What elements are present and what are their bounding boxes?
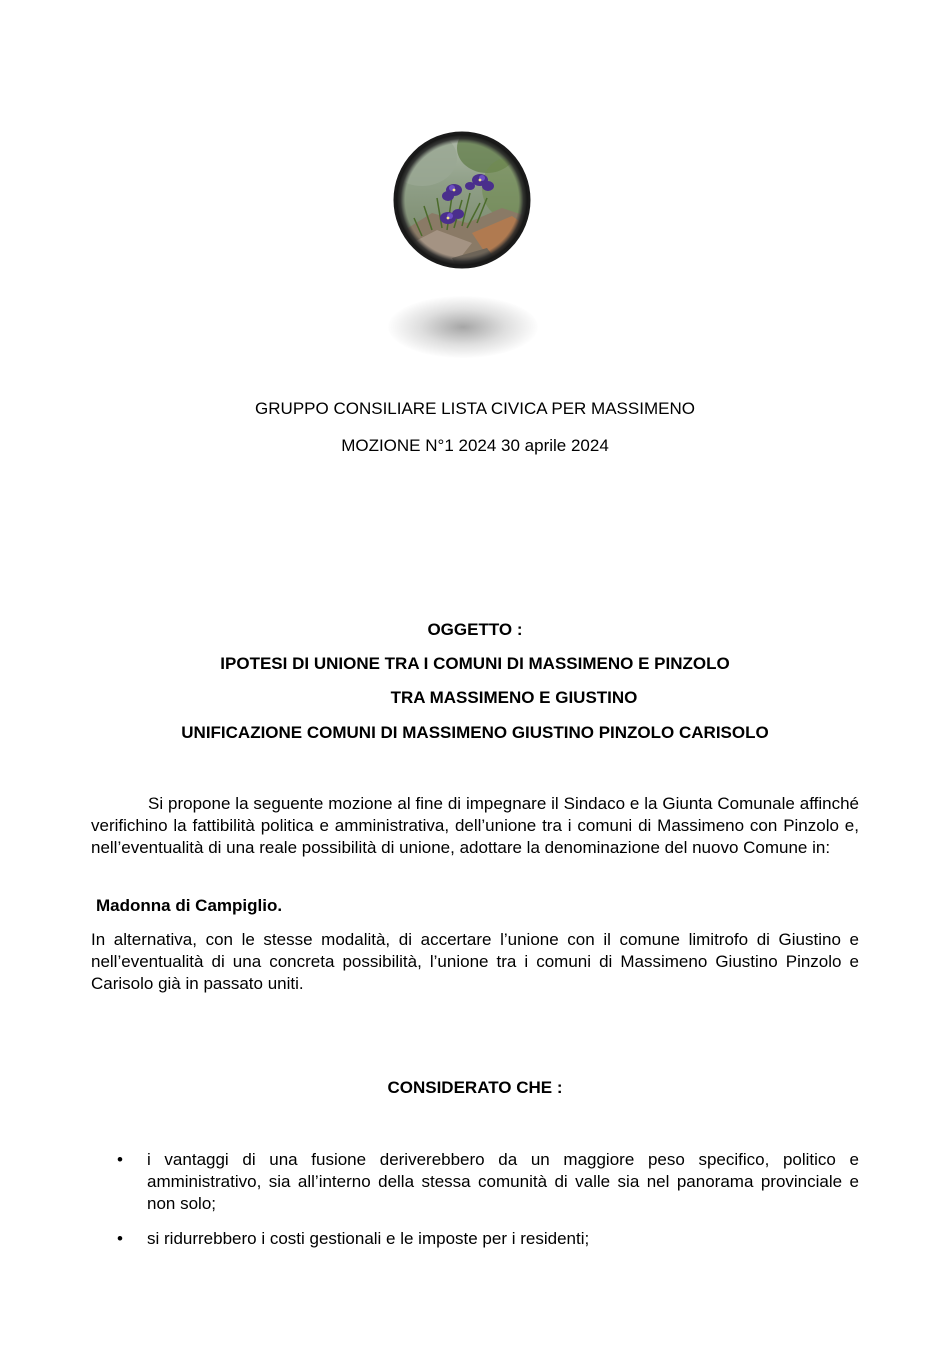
alternative-paragraph: In alternativa, con le stesse modalità, di accertare l’unione con il comune limitrofo di Giustino e nell’eventualità di una concreta possibilità, l’unione tra i comuni di Massimeno Giustino Pinzolo e Carisolo già in passato uniti.: [91, 930, 859, 993]
list-item-text: i vantaggi di una fusione deriverebbero da un maggiore peso specifico, politico e amministrativo, sia all’interno della stessa comunità di valle sia nel panorama provinciale e non solo;: [147, 1150, 859, 1213]
intro-paragraph: Si propone la seguente mozione al fine di impegnare il Sindaco e la Giunta Comunale affinché verifichino la fattibilità politica e amministrativa, dell’unione tra i comuni di Massimeno con Pinzolo e, nell’eventualità di una reale possibilità di unione, adottare la denominazione del nuovo Comune in:: [91, 794, 859, 857]
violet-flower-logo-icon: [392, 118, 532, 284]
subject-line-1: IPOTESI DI UNIONE TRA I COMUNI DI MASSIMENO E PINZOLO: [220, 654, 730, 673]
subject-label: OGGETTO :: [427, 620, 523, 639]
subject-line-2: TRA MASSIMENO E GIUSTINO: [390, 688, 638, 707]
logo-shadow: [388, 296, 538, 358]
logo: [392, 118, 532, 368]
group-name: GRUPPO CONSILIARE LISTA CIVICA PER MASSIMENO: [255, 399, 695, 418]
proposed-name: Madonna di Campiglio.: [96, 896, 283, 915]
list-item-text: si ridurrebbero i costi gestionali e le imposte per i residenti;: [147, 1229, 590, 1248]
subject-line-3: UNIFICAZIONE COMUNI DI MASSIMENO GIUSTINO PINZOLO CARISOLO: [181, 723, 769, 742]
bullet-icon: •: [117, 1229, 123, 1248]
considerations-heading: CONSIDERATO CHE :: [387, 1078, 563, 1097]
motion-title: MOZIONE N°1 2024 30 aprile 2024: [341, 436, 609, 455]
bullet-icon: •: [117, 1150, 123, 1169]
